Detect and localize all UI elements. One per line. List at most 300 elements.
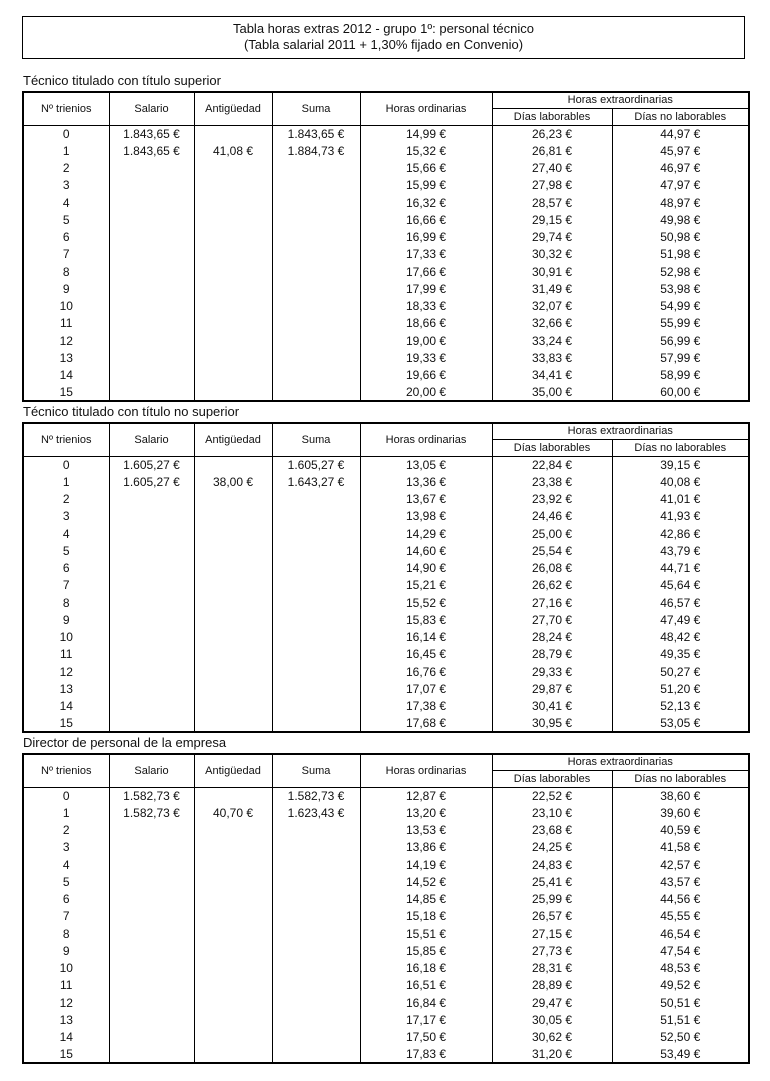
table-cell: 14,99 € <box>360 125 492 142</box>
table-cell <box>109 839 194 856</box>
table-row <box>23 680 749 697</box>
table-cell: 17,38 € <box>360 698 492 715</box>
table-cell <box>272 960 360 977</box>
table-cell: 8 <box>23 263 109 280</box>
table-row <box>23 925 749 942</box>
table-row <box>23 960 749 977</box>
table-cell <box>109 1029 194 1046</box>
table-cell: 41,01 € <box>612 491 749 508</box>
table-cell: 10 <box>23 298 109 315</box>
table-cell: 16,99 € <box>360 229 492 246</box>
table-cell: 6 <box>23 229 109 246</box>
table-cell <box>194 680 272 697</box>
table-cell: 5 <box>23 873 109 890</box>
table-row <box>23 525 749 542</box>
table-cell <box>109 246 194 263</box>
table-cell: 45,97 € <box>612 142 749 159</box>
table-cell <box>194 298 272 315</box>
table-cell <box>194 177 272 194</box>
table-cell: 48,42 € <box>612 629 749 646</box>
table-cell: 15,21 € <box>360 577 492 594</box>
table-cell <box>109 491 194 508</box>
table-cell <box>194 491 272 508</box>
table-cell: 13 <box>23 680 109 697</box>
table-cell <box>272 508 360 525</box>
table-cell: 3 <box>23 177 109 194</box>
table-cell: 49,98 € <box>612 211 749 228</box>
col-header-trienios: Nº trienios <box>23 92 109 125</box>
table-cell <box>272 177 360 194</box>
table-cell <box>109 315 194 332</box>
table-cell <box>194 194 272 211</box>
table-cell: 22,84 € <box>492 456 612 473</box>
table-cell: 46,57 € <box>612 594 749 611</box>
table-cell <box>109 698 194 715</box>
table-cell: 25,54 € <box>492 542 612 559</box>
table-cell <box>272 822 360 839</box>
table-cell: 29,15 € <box>492 211 612 228</box>
table-cell <box>272 1046 360 1063</box>
table-cell <box>109 1011 194 1028</box>
table-cell: 53,98 € <box>612 280 749 297</box>
table-cell <box>194 542 272 559</box>
table-row <box>23 384 749 401</box>
table-cell <box>194 577 272 594</box>
col-header-dias-laborables: Días laborables <box>492 439 612 456</box>
section-director-personal <box>22 733 748 1064</box>
table-cell: 19,00 € <box>360 332 492 349</box>
table-cell: 23,68 € <box>492 822 612 839</box>
table-cell: 16,84 € <box>360 994 492 1011</box>
table-cell: 11 <box>23 977 109 994</box>
table-cell: 19,66 € <box>360 367 492 384</box>
table-cell: 52,13 € <box>612 698 749 715</box>
table-cell <box>272 908 360 925</box>
table-cell: 16,45 € <box>360 646 492 663</box>
table-cell: 25,99 € <box>492 891 612 908</box>
table-cell: 41,93 € <box>612 508 749 525</box>
table-cell <box>194 229 272 246</box>
table-cell: 12 <box>23 994 109 1011</box>
table-cell: 26,23 € <box>492 125 612 142</box>
table-cell <box>272 698 360 715</box>
table-cell: 44,97 € <box>612 125 749 142</box>
table-row <box>23 542 749 559</box>
table-cell <box>109 542 194 559</box>
table-cell <box>109 977 194 994</box>
table-cell: 10 <box>23 629 109 646</box>
table-cell: 15 <box>23 384 109 401</box>
table-cell: 28,57 € <box>492 194 612 211</box>
table-cell: 46,97 € <box>612 160 749 177</box>
table-cell: 15 <box>23 715 109 732</box>
document-title-box <box>22 16 745 59</box>
table-cell: 1.582,73 € <box>109 804 194 821</box>
table-cell <box>109 594 194 611</box>
table-row <box>23 942 749 959</box>
table-cell: 2 <box>23 160 109 177</box>
table-cell: 1.843,65 € <box>109 142 194 159</box>
col-header-suma: Suma <box>272 92 360 125</box>
table-cell <box>272 715 360 732</box>
table-cell: 1.582,73 € <box>109 787 194 804</box>
table-cell: 17,68 € <box>360 715 492 732</box>
table-cell: 58,99 € <box>612 367 749 384</box>
table-cell: 41,08 € <box>194 142 272 159</box>
table-cell: 13,53 € <box>360 822 492 839</box>
table-cell <box>109 856 194 873</box>
table-cell <box>109 994 194 1011</box>
table-cell: 29,74 € <box>492 229 612 246</box>
table-cell <box>272 1011 360 1028</box>
table-row <box>23 1046 749 1063</box>
table-cell: 38,00 € <box>194 473 272 490</box>
table-row <box>23 715 749 732</box>
table-cell: 40,70 € <box>194 804 272 821</box>
table-cell <box>194 698 272 715</box>
table-cell: 18,33 € <box>360 298 492 315</box>
col-header-dias-laborables: Días laborables <box>492 108 612 125</box>
table-cell: 27,70 € <box>492 611 612 628</box>
table-cell <box>194 560 272 577</box>
table-cell <box>194 160 272 177</box>
document-title-line2: (Tabla salarial 2011 + 1,30% fijado en Convenio) <box>243 37 524 52</box>
table-cell: 15,52 € <box>360 594 492 611</box>
table-cell <box>194 508 272 525</box>
table-body <box>23 125 749 401</box>
table-cell: 45,55 € <box>612 908 749 925</box>
col-header-salario: Salario <box>109 423 194 456</box>
table-cell: 60,00 € <box>612 384 749 401</box>
col-header-salario: Salario <box>109 754 194 787</box>
table-row <box>23 891 749 908</box>
table-cell <box>194 125 272 142</box>
table-cell: 1 <box>23 804 109 821</box>
table-cell: 14,85 € <box>360 891 492 908</box>
table-row <box>23 456 749 473</box>
table-cell <box>194 367 272 384</box>
table-body <box>23 456 749 732</box>
table-cell: 12 <box>23 332 109 349</box>
table-row <box>23 787 749 804</box>
table-cell: 1.605,27 € <box>109 473 194 490</box>
table-cell: 4 <box>23 525 109 542</box>
table-cell: 4 <box>23 856 109 873</box>
table-row <box>23 280 749 297</box>
table-cell: 24,83 € <box>492 856 612 873</box>
table-cell: 17,83 € <box>360 1046 492 1063</box>
table-cell: 14,90 € <box>360 560 492 577</box>
table-cell <box>194 908 272 925</box>
table-cell: 16,32 € <box>360 194 492 211</box>
table-row <box>23 263 749 280</box>
table-row <box>23 594 749 611</box>
table-cell: 19,33 € <box>360 349 492 366</box>
table-cell: 1.623,43 € <box>272 804 360 821</box>
table-row <box>23 839 749 856</box>
table-cell <box>194 891 272 908</box>
table-cell <box>109 663 194 680</box>
col-header-antiguedad: Antigüedad <box>194 423 272 456</box>
table-cell: 13,20 € <box>360 804 492 821</box>
table-cell <box>272 542 360 559</box>
table-cell: 50,27 € <box>612 663 749 680</box>
table-cell <box>272 280 360 297</box>
table-cell: 39,15 € <box>612 456 749 473</box>
section-title: Director de personal de la empresa <box>23 735 227 750</box>
table-cell: 27,40 € <box>492 160 612 177</box>
table-cell: 7 <box>23 577 109 594</box>
table-cell <box>194 663 272 680</box>
table-cell <box>272 315 360 332</box>
col-header-suma: Suma <box>272 423 360 456</box>
table-cell <box>109 822 194 839</box>
table-cell: 50,51 € <box>612 994 749 1011</box>
table-cell: 0 <box>23 787 109 804</box>
table-cell <box>109 508 194 525</box>
table-cell: 27,16 € <box>492 594 612 611</box>
col-header-dias-laborables: Días laborables <box>492 770 612 787</box>
table-cell <box>109 349 194 366</box>
table-row <box>23 246 749 263</box>
table-cell <box>272 211 360 228</box>
table-cell: 45,64 € <box>612 577 749 594</box>
table-cell <box>109 211 194 228</box>
table-cell: 13,86 € <box>360 839 492 856</box>
table-cell: 15,85 € <box>360 942 492 959</box>
table-cell <box>194 211 272 228</box>
table-cell <box>194 839 272 856</box>
table-row <box>23 560 749 577</box>
table-cell: 15,66 € <box>360 160 492 177</box>
table-cell <box>272 611 360 628</box>
table-cell <box>109 367 194 384</box>
table-cell: 17,99 € <box>360 280 492 297</box>
table-cell: 53,05 € <box>612 715 749 732</box>
table-cell <box>194 960 272 977</box>
table-cell: 47,97 € <box>612 177 749 194</box>
table-cell <box>194 332 272 349</box>
table-cell: 33,24 € <box>492 332 612 349</box>
table-cell <box>109 194 194 211</box>
table-row <box>23 577 749 594</box>
table-cell: 11 <box>23 646 109 663</box>
table-cell <box>272 367 360 384</box>
table-cell: 26,62 € <box>492 577 612 594</box>
table-cell <box>272 680 360 697</box>
table-cell: 1.605,27 € <box>109 456 194 473</box>
table-cell: 43,79 € <box>612 542 749 559</box>
table-cell: 24,25 € <box>492 839 612 856</box>
table-cell <box>272 891 360 908</box>
table-cell: 16,51 € <box>360 977 492 994</box>
table-cell <box>272 263 360 280</box>
table-cell: 15,51 € <box>360 925 492 942</box>
table-cell <box>194 280 272 297</box>
table-cell <box>272 663 360 680</box>
table-cell <box>109 908 194 925</box>
table-cell <box>194 977 272 994</box>
table-cell <box>109 525 194 542</box>
table-cell: 9 <box>23 611 109 628</box>
table-cell <box>109 160 194 177</box>
table-row <box>23 629 749 646</box>
col-header-horas-ordinarias: Horas ordinarias <box>360 92 492 125</box>
table-cell <box>272 160 360 177</box>
table-cell: 30,32 € <box>492 246 612 263</box>
table-cell: 2 <box>23 822 109 839</box>
table-cell: 14,19 € <box>360 856 492 873</box>
table-cell: 30,95 € <box>492 715 612 732</box>
table-cell: 14 <box>23 698 109 715</box>
table-cell <box>272 525 360 542</box>
salary-table-director-personal <box>22 753 750 1064</box>
table-cell: 13 <box>23 1011 109 1028</box>
table-cell: 8 <box>23 594 109 611</box>
section-tecnico-titulo-superior <box>22 71 748 402</box>
table-cell <box>194 525 272 542</box>
table-cell <box>272 594 360 611</box>
table-cell <box>272 229 360 246</box>
table-cell <box>194 925 272 942</box>
table-cell <box>272 873 360 890</box>
table-row <box>23 508 749 525</box>
table-cell: 42,57 € <box>612 856 749 873</box>
table-cell: 1.643,27 € <box>272 473 360 490</box>
table-cell <box>109 229 194 246</box>
table-cell: 5 <box>23 211 109 228</box>
table-cell <box>194 873 272 890</box>
section-title: Técnico titulado con título no superior <box>23 404 240 419</box>
table-cell: 17,66 € <box>360 263 492 280</box>
table-cell <box>272 298 360 315</box>
table-cell <box>109 680 194 697</box>
table-cell: 44,71 € <box>612 560 749 577</box>
table-cell: 14,52 € <box>360 873 492 890</box>
table-cell <box>272 942 360 959</box>
table-cell <box>109 925 194 942</box>
table-cell <box>272 246 360 263</box>
table-cell: 28,79 € <box>492 646 612 663</box>
table-cell: 20,00 € <box>360 384 492 401</box>
table-cell <box>194 822 272 839</box>
table-cell: 26,08 € <box>492 560 612 577</box>
table-cell: 17,50 € <box>360 1029 492 1046</box>
table-row <box>23 1029 749 1046</box>
col-header-trienios: Nº trienios <box>23 423 109 456</box>
table-cell <box>109 177 194 194</box>
table-cell <box>194 1011 272 1028</box>
table-cell: 12 <box>23 663 109 680</box>
table-cell: 12,87 € <box>360 787 492 804</box>
table-cell: 1 <box>23 142 109 159</box>
col-header-horas-ordinarias: Horas ordinarias <box>360 754 492 787</box>
table-cell: 14 <box>23 1029 109 1046</box>
table-cell: 26,57 € <box>492 908 612 925</box>
table-cell: 16,76 € <box>360 663 492 680</box>
table-cell <box>272 560 360 577</box>
table-cell: 28,89 € <box>492 977 612 994</box>
table-cell: 0 <box>23 456 109 473</box>
salary-table-tecnico-titulo-no-superior <box>22 422 750 733</box>
table-cell <box>194 315 272 332</box>
table-row <box>23 473 749 490</box>
table-cell <box>194 1029 272 1046</box>
table-cell: 15,99 € <box>360 177 492 194</box>
table-cell <box>194 1046 272 1063</box>
table-cell <box>194 942 272 959</box>
table-cell <box>194 856 272 873</box>
table-cell: 31,49 € <box>492 280 612 297</box>
table-cell <box>109 280 194 297</box>
table-row <box>23 491 749 508</box>
table-cell <box>109 332 194 349</box>
table-cell <box>272 349 360 366</box>
table-cell <box>194 994 272 1011</box>
table-cell: 1.582,73 € <box>272 787 360 804</box>
table-cell <box>272 332 360 349</box>
table-cell: 52,98 € <box>612 263 749 280</box>
table-row <box>23 856 749 873</box>
table-cell <box>272 856 360 873</box>
table-cell <box>109 298 194 315</box>
table-cell: 42,86 € <box>612 525 749 542</box>
table-cell: 15,32 € <box>360 142 492 159</box>
table-cell: 13 <box>23 349 109 366</box>
table-row <box>23 125 749 142</box>
table-cell: 30,91 € <box>492 263 612 280</box>
table-row <box>23 873 749 890</box>
table-row <box>23 315 749 332</box>
table-cell: 15,83 € <box>360 611 492 628</box>
table-cell: 40,59 € <box>612 822 749 839</box>
table-cell: 43,57 € <box>612 873 749 890</box>
table-cell: 48,97 € <box>612 194 749 211</box>
table-cell: 16,18 € <box>360 960 492 977</box>
section-title: Técnico titulado con título superior <box>23 73 221 88</box>
table-cell: 15,18 € <box>360 908 492 925</box>
table-cell <box>109 873 194 890</box>
table-cell: 6 <box>23 891 109 908</box>
document-title-line1: Tabla horas extras 2012 - grupo 1º: personal técnico <box>232 21 535 36</box>
table-cell: 16,14 € <box>360 629 492 646</box>
table-cell <box>194 384 272 401</box>
table-cell: 30,62 € <box>492 1029 612 1046</box>
table-cell: 11 <box>23 315 109 332</box>
table-cell <box>109 629 194 646</box>
table-cell: 23,92 € <box>492 491 612 508</box>
table-cell: 1.605,27 € <box>272 456 360 473</box>
table-cell: 13,67 € <box>360 491 492 508</box>
table-cell: 29,33 € <box>492 663 612 680</box>
table-cell <box>272 577 360 594</box>
table-cell <box>272 194 360 211</box>
table-cell: 26,81 € <box>492 142 612 159</box>
table-cell: 27,98 € <box>492 177 612 194</box>
table-cell: 3 <box>23 508 109 525</box>
table-cell: 15 <box>23 1046 109 1063</box>
col-header-horas-ordinarias: Horas ordinarias <box>360 423 492 456</box>
table-cell: 53,49 € <box>612 1046 749 1063</box>
table-row <box>23 367 749 384</box>
table-cell: 47,49 € <box>612 611 749 628</box>
table-row <box>23 349 749 366</box>
table-cell: 8 <box>23 925 109 942</box>
table-row <box>23 142 749 159</box>
table-cell: 25,41 € <box>492 873 612 890</box>
table-cell <box>109 611 194 628</box>
table-cell: 2 <box>23 491 109 508</box>
